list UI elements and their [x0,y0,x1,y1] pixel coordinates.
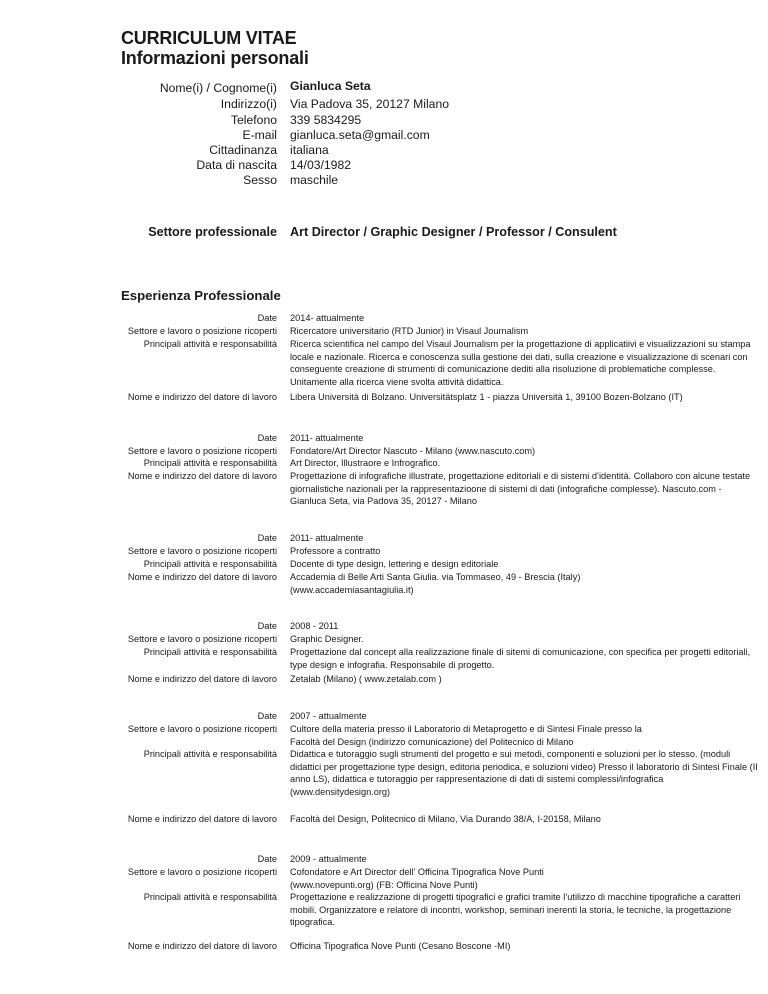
label-phone: Telefono [230,113,277,127]
label-activities: Principali attività e responsabilità [143,458,277,468]
label-employer: Nome e indirizzo del datore di lavoro [127,941,277,951]
label-birthdate: Data di nascita [196,158,277,172]
value-email: gianluca.seta@gmail.com [290,128,430,142]
label-date: Date [257,854,277,864]
label-name: Nome(i) / Cognome(i) [159,81,277,95]
label-position: Settore e lavoro o posizione ricoperti [127,446,277,456]
label-activities: Principali attività e responsabilità [143,892,277,902]
value-employer: Libera Università di Bolzano. Universitätsplatz 1 - piazza Università 1, 39100 Bozen-Bolzano (IT) [290,392,683,402]
label-date: Date [257,533,277,543]
value-employer: Accademia di Belle Arti Santa Giulia. via Tommaseo, 49 - Brescia (Italy) (www.accademiasantagiulia.it) [290,572,581,595]
label-date: Date [257,711,277,721]
value-activities: Ricerca scientifica nel campo del Visaul Journalism per la progettazione di applicatiivi e visualizzazioni su stampa locale e nazionale. Ricerca e conoscenza sulla gestione dei dati, sulla creazione e visualizzazione di scenari con conseguente creazione di strumenti di comunicazione dediti alla risoluzione di problematiche complesse. Unitamente alla ricerca viene svolta attività didattica. [290,339,751,387]
value-employer: Zetalab (Milano) ( www.zetalab.com ) [290,674,442,684]
value-activities: Progettazione e realizzazione di progetti tipografici e grafici tramite l’utilizzo di macchine tipografiche a caratteri mobili. Organizzatore e relatore di incontri, workshop, seminari inerenti la storia, le tecniche, la progettazione tipografica. [290,892,741,928]
value-activities: Docente di type design, lettering e design editoriale [290,559,499,569]
label-sector: Settore professionale [148,225,277,239]
label-email: E-mail [242,128,277,142]
value-address: Via Padova 35, 20127 Milano [290,97,450,111]
label-citizenship: Cittadinanza [209,143,277,157]
value-activities: Didattica e tutoraggio sugli strumenti del progetto e sui metodi, componenti e soluzioni per lo stesso. (moduli didattici per progettazione type design, editoria periodica, e soluzioni video) Presso il laboratorio di Sintesi Finale (II anno LS), didattica e tutoraggio per rappresentazione di dati di sistemi complessi/infografica (www.densitydesign.org) [290,749,758,797]
value-activities: Art Director, Illustraore e Infrografico. [290,458,441,468]
value-date: 2011- attualmente [290,533,364,543]
value-position: Graphic Designer. [290,634,364,644]
label-position: Settore e lavoro o posizione ricoperti [127,724,277,734]
cv-title: CURRICULUM VITAE [121,28,297,48]
value-position: Cofondatore e Art Director dell’ Officina Tipografica Nove Punti (www.novepunti.org) (FB: Officina Nove Punti) [290,867,544,890]
label-activities: Principali attività e responsabilità [143,749,277,759]
label-activities: Principali attività e responsabilità [143,559,277,569]
label-position: Settore e lavoro o posizione ricoperti [127,634,277,644]
label-employer: Nome e indirizzo del datore di lavoro [127,392,277,402]
label-date: Date [257,433,277,443]
label-sex: Sesso [243,173,277,187]
value-position: Fondatore/Art Director Nascuto - Milano (www.nascuto.com) [290,446,536,456]
value-position: Cultore della materia presso il Laboratorio di Metaprogetto e di Sintesi Finale presso la Facoltà del Design (indirizzo comunicazione) del Politecnico di Milano [290,724,642,747]
label-employer: Nome e indirizzo del datore di lavoro [127,572,277,582]
value-sector: Art Director / Graphic Designer / Professor / Consulent [290,225,617,239]
value-position: Professore a contratto [290,546,381,556]
label-address: Indirizzo(i) [220,97,277,111]
experience-heading: Esperienza Professionale [121,288,281,303]
label-position: Settore e lavoro o posizione ricoperti [127,546,277,556]
label-employer: Nome e indirizzo del datore di lavoro [127,471,277,481]
value-phone: 339 5834295 [290,113,362,127]
label-date: Date [257,621,277,631]
value-date: 2009 - attualmente [290,854,367,864]
label-employer: Nome e indirizzo del datore di lavoro [127,674,277,684]
label-activities: Principali attività e responsabilità [143,647,277,657]
label-employer: Nome e indirizzo del datore di lavoro [127,814,277,824]
label-date: Date [257,313,277,323]
value-date: 2007 - attualmente [290,711,367,721]
label-position: Settore e lavoro o posizione ricoperti [127,326,277,336]
value-employer: Officina Tipografica Nove Punti (Cesano Boscone -MI) [290,941,511,951]
value-date: 2011- attualmente [290,433,364,443]
value-position: Ricercatore universitario (RTD Junior) in Visaul Journalism [290,326,529,336]
label-position: Settore e lavoro o posizione ricoperti [127,867,277,877]
document-title [121,28,309,68]
value-activities: Progettazione dal concept alla realizzazione finale di sitemi di comunicazione, con specifica per progetti editoriali, type design e infografia. Responsabile di progetto. [290,647,751,670]
value-date: 2008 - 2011 [290,621,339,631]
value-employer: Progettazione di infografiche illustrate, progettazione editoriali e di sistemi d’identità. Collaboro con alcune testate giornalistiche nazionali per la rappresentazioone di sistemi di dati (infografiche complesse). Nascuto.com - Gianluca Seta, via Padova 35, 20127 - Milano [290,471,751,507]
section-title-personal: Informazioni personali [121,48,309,68]
label-activities: Principali attività e responsabilità [143,339,277,349]
value-sex: maschile [290,173,339,187]
value-employer: Facoltà del Design, Politecnico di Milano, Via Durando 38/A, I-20158, Milano [290,814,601,824]
value-citizenship: italiana [290,143,329,157]
value-name: Gianluca Seta [290,79,371,93]
value-date: 2014- attualmente [290,313,365,323]
value-birthdate: 14/03/1982 [290,158,351,172]
